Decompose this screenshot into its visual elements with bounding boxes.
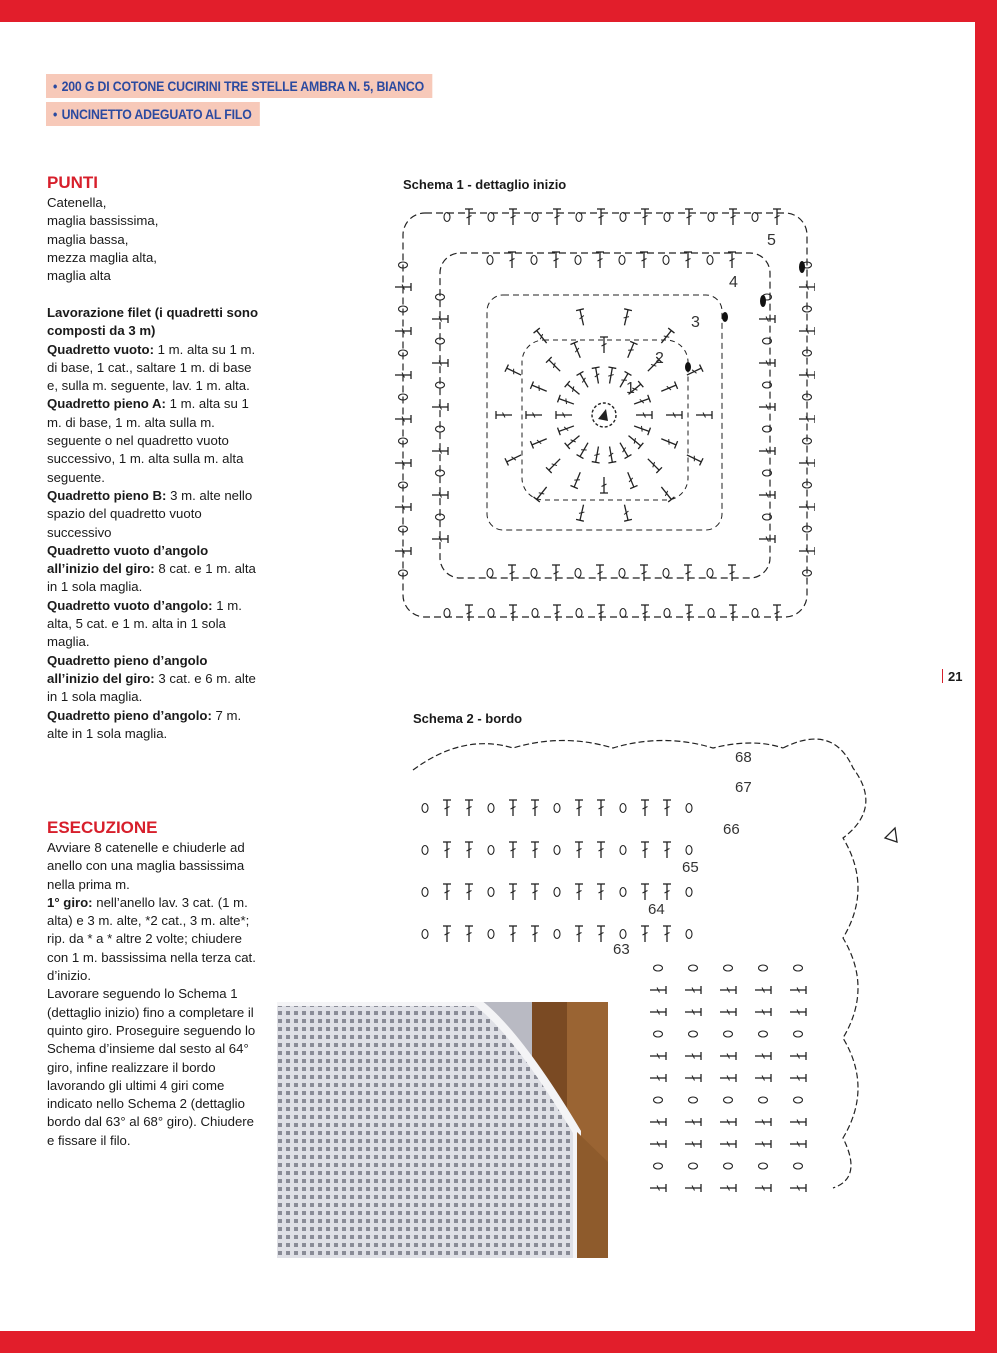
stitch-symbol-treble (720, 1052, 736, 1060)
stitch-symbol-treble (755, 1118, 771, 1126)
page-number: 21 (942, 669, 962, 684)
stitch-symbol-treble (576, 504, 587, 521)
stitch-symbol-treble (443, 926, 451, 942)
stitch-symbol-treble (508, 252, 516, 268)
stitch-symbol-treble (575, 842, 583, 858)
stitch-symbol-chain (620, 804, 626, 813)
stitch-symbol-chain (663, 569, 669, 578)
stitch-symbol-chain (689, 1163, 698, 1169)
page-frame-right (975, 0, 997, 1353)
stitch-symbol-treble (759, 447, 775, 455)
punti-item: mezza maglia alta, (47, 249, 157, 265)
stitch-symbol-chain (576, 609, 582, 618)
stitch-symbol-treble (790, 1008, 806, 1016)
stitch-symbol-treble (641, 800, 649, 816)
stitch-symbol-treble (443, 800, 451, 816)
stitch-symbol-chain (575, 256, 581, 265)
stitch-symbol-chain (654, 965, 663, 971)
stitch-symbol-treble (720, 1008, 736, 1016)
stitch-symbol-treble (650, 986, 666, 994)
stitch-symbol-treble (626, 433, 643, 449)
stitch-symbol-chain (422, 888, 428, 897)
stitch-symbol-chain (619, 569, 625, 578)
page-frame-bottom (0, 1331, 997, 1353)
stitch-symbol-treble (720, 1184, 736, 1192)
stitch-symbol-chain (654, 1163, 663, 1169)
stitch-symbol-treble (685, 209, 693, 225)
schema1-round-label: 3 (691, 314, 700, 331)
stitch-symbol-treble (575, 926, 583, 942)
stitch-symbol-chain (488, 213, 494, 222)
stitch-symbol-treble (685, 1140, 701, 1148)
stitch-symbol-chain (686, 804, 692, 813)
stitch-symbol-chain (707, 569, 713, 578)
stitch-symbol-treble (759, 315, 775, 323)
stitch-symbol-treble (565, 381, 582, 397)
stitch-symbol-treble (443, 884, 451, 900)
stitch-symbol-chain (532, 213, 538, 222)
stitch-symbol-treble (600, 477, 608, 493)
filet-item: Quadretto pieno d’angolo: 7 m. alte in 1 sola maglia. (47, 707, 242, 741)
schema2-round-label: 68 (735, 749, 752, 766)
stitch-symbol-treble (531, 884, 539, 900)
stitch-symbol-treble (465, 884, 473, 900)
stitch-symbol-chain (686, 930, 692, 939)
stitch-symbol-treble (570, 471, 584, 489)
schema1-round-label: 5 (767, 232, 776, 249)
stitch-symbol-treble (728, 252, 736, 268)
stitch-symbol-treble (530, 381, 548, 395)
stitch-symbol-chain (576, 213, 582, 222)
stitch-symbol-chain (759, 1031, 768, 1037)
schema1-round-label: 4 (729, 274, 738, 291)
stitch-symbol-chain (724, 965, 733, 971)
stitch-symbol-chain (444, 609, 450, 618)
stitch-symbol-chain (620, 888, 626, 897)
schema2-round-label: 67 (735, 779, 752, 796)
punti-item: maglia bassissima, (47, 213, 159, 229)
stitch-symbol-chain (794, 1097, 803, 1103)
stitch-symbol-treble (685, 1008, 701, 1016)
stitch-symbol-treble (759, 491, 775, 499)
stitch-symbol-treble (509, 800, 517, 816)
stitch-symbol-treble (685, 605, 693, 621)
stitch-symbol-chain (794, 965, 803, 971)
stitch-symbol-treble (685, 1118, 701, 1126)
stitch-symbol-treble (641, 884, 649, 900)
stitch-symbol-treble (790, 1140, 806, 1148)
stitch-symbol-treble (570, 341, 584, 359)
schema1-round-label: 2 (655, 350, 664, 367)
esecuzione-first-round: 1° giro: nell’anello lav. 3 cat. (1 m. alta) e 3 m. alte, *2 cat., 3 m. alte*; rip. da * a * altre 2 volte; chiudere con 1 m. bassissima nella terza cat. d’inizio. (47, 894, 256, 984)
stitch-symbol-treble (720, 1118, 736, 1126)
stitch-symbol-chain (620, 846, 626, 855)
stitch-symbol-treble (685, 1184, 701, 1192)
stitch-symbol-treble (496, 411, 512, 419)
stitch-symbol-treble (633, 422, 651, 435)
stitch-symbol-treble (576, 309, 587, 326)
stitch-symbol-treble (658, 484, 674, 501)
stitch-symbol-treble (650, 1008, 666, 1016)
stitch-symbol-treble (465, 926, 473, 942)
stitch-symbol-treble (645, 456, 662, 473)
stitch-symbol-treble (729, 605, 737, 621)
stitch-symbol-chain (664, 609, 670, 618)
stitch-symbol-chain (708, 213, 714, 222)
stitch-symbol-treble (546, 357, 563, 374)
stitch-symbol-treble (720, 1140, 736, 1148)
stitch-symbol-treble (558, 422, 576, 435)
stitch-symbol-treble (755, 1052, 771, 1060)
stitch-symbol-treble (663, 800, 671, 816)
stitch-symbol-treble (531, 926, 539, 942)
stitch-symbol-treble (597, 926, 605, 942)
stitch-symbol-treble (790, 1074, 806, 1082)
stitch-symbol-chain (794, 1163, 803, 1169)
stitch-symbol-treble (556, 411, 572, 419)
stitch-symbol-chain (554, 888, 560, 897)
filet-item: Quadretto pieno d’angolo all’inizio del giro: 3 cat. e 6 m. alte in 1 sola maglia. (47, 652, 256, 705)
stitch-symbol-treble (663, 842, 671, 858)
stitch-symbol-treble (684, 252, 692, 268)
stitch-symbol-treble (575, 800, 583, 816)
stitch-symbol-treble (720, 986, 736, 994)
stitch-symbol-treble (465, 605, 473, 621)
stitch-symbol-chain (619, 256, 625, 265)
stitch-symbol-treble (530, 435, 548, 449)
stitch-symbol-treble (650, 1140, 666, 1148)
stitch-symbol-chain (708, 609, 714, 618)
stitch-symbol-treble (773, 209, 781, 225)
stitch-symbol-chain (654, 1031, 663, 1037)
stitch-symbol-treble (509, 605, 517, 621)
stitch-symbol-treble (773, 605, 781, 621)
stitch-symbol-chain (689, 1031, 698, 1037)
stitch-symbol-chain (654, 1097, 663, 1103)
stitch-symbol-treble (685, 1074, 701, 1082)
esecuzione-heading: ESECUZIONE (47, 818, 158, 837)
stitch-symbol-treble (465, 842, 473, 858)
stitch-symbol-treble (509, 884, 517, 900)
stitch-symbol-treble (552, 252, 560, 268)
stitch-symbol-treble (509, 926, 517, 942)
material-tag-yarn: • 200 G DI COTONE CUCIRINI TRE STELLE AMBRA N. 5, BIANCO (46, 74, 432, 98)
stitch-symbol-treble (592, 446, 603, 463)
punti-item: maglia bassa, (47, 231, 129, 247)
stitch-symbol-treble (624, 471, 638, 489)
stitch-symbol-treble (624, 341, 638, 359)
stitch-symbol-chain (488, 804, 494, 813)
stitch-symbol-treble (553, 605, 561, 621)
stitch-symbol-treble (685, 1052, 701, 1060)
esecuzione-text (47, 839, 262, 1150)
stitch-symbol-treble (596, 252, 604, 268)
stitch-symbol-treble (621, 309, 632, 326)
stitch-symbol-treble (577, 371, 592, 389)
stitch-symbol-treble (443, 842, 451, 858)
stitch-symbol-chain (444, 213, 450, 222)
stitch-symbol-treble (592, 367, 603, 384)
stitch-symbol-chain (724, 1163, 733, 1169)
stitch-symbol-chain (487, 569, 493, 578)
stitch-symbol-treble (597, 605, 605, 621)
stitch-symbol-chain (488, 930, 494, 939)
stitch-symbol-chain (689, 965, 698, 971)
stitch-symbol-treble (759, 403, 775, 411)
crochet-photo (277, 1002, 608, 1258)
stitch-symbol-chain (759, 1097, 768, 1103)
stitch-symbol-treble (597, 842, 605, 858)
filet-item: Quadretto vuoto d’angolo: 1 m. alta, 5 cat. e 1 m. alta in 1 sola maglia. (47, 597, 242, 650)
schema2-round-label: 66 (723, 821, 740, 838)
stitch-symbol-chain (620, 609, 626, 618)
stitch-symbol-chain (488, 888, 494, 897)
esecuzione-intro: Avviare 8 catenelle e chiuderle ad anello con una maglia bassissima nella prima m. (47, 840, 245, 892)
stitch-symbol-treble (650, 1074, 666, 1082)
stitch-symbol-chain (488, 846, 494, 855)
stitch-symbol-treble (755, 1074, 771, 1082)
stitch-symbol-treble (597, 884, 605, 900)
stitch-symbol-treble (617, 441, 632, 459)
material-tag-hook: • UNCINETTO ADEGUATO AL FILO (46, 102, 260, 126)
stitch-symbol-treble (790, 1052, 806, 1060)
stitch-symbol-treble (755, 986, 771, 994)
stitch-symbol-treble (505, 451, 523, 465)
stitch-symbol-treble (640, 252, 648, 268)
stitch-symbol-treble (606, 446, 617, 463)
stitch-symbol-treble (663, 884, 671, 900)
stitch-symbol-treble (534, 484, 550, 501)
punti-item: Catenella, (47, 195, 107, 210)
stitch-symbol-chain (422, 846, 428, 855)
schema1-round-label: 1 (626, 380, 635, 397)
stitch-symbol-treble (729, 209, 737, 225)
stitch-symbol-chain (689, 1097, 698, 1103)
stitch-symbol-treble (633, 395, 651, 408)
stitch-symbol-treble (755, 1008, 771, 1016)
stitch-symbol-treble (666, 411, 682, 419)
stitch-symbol-chain (620, 213, 626, 222)
stitch-symbol-treble (546, 456, 563, 473)
stitch-symbol-treble (575, 884, 583, 900)
stitch-symbol-treble (531, 800, 539, 816)
filet-section (47, 304, 262, 743)
stitch-symbol-chain (686, 846, 692, 855)
stitch-symbol-chain (794, 1031, 803, 1037)
page-frame-top (0, 0, 997, 22)
stitch-symbol-treble (509, 209, 517, 225)
stitch-symbol-chain (664, 213, 670, 222)
stitch-symbol-treble (790, 1118, 806, 1126)
stitch-symbol-chain (532, 609, 538, 618)
stitch-symbol-treble (636, 411, 652, 419)
filet-item: Quadretto pieno B: 3 m. alte nello spazio del quadretto vuoto successivo (47, 487, 253, 540)
stitch-symbol-chain (663, 256, 669, 265)
schema1-title: Schema 1 - dettaglio inizio (403, 177, 567, 192)
stitch-symbol-chain (620, 930, 626, 939)
stitch-symbol-treble (509, 842, 517, 858)
stitch-symbol-treble (650, 1118, 666, 1126)
stitch-symbol-treble (755, 1140, 771, 1148)
stitch-symbol-treble (597, 209, 605, 225)
stitch-symbol-chain (554, 804, 560, 813)
stitch-symbol-chain (759, 965, 768, 971)
stitch-symbol-treble (526, 411, 542, 419)
stitch-symbol-treble (621, 504, 632, 521)
stitch-symbol-chain (422, 930, 428, 939)
stitch-symbol-treble (641, 209, 649, 225)
stitch-symbol-chain (724, 1031, 733, 1037)
stitch-symbol-treble (597, 800, 605, 816)
stitch-symbol-treble (696, 411, 712, 419)
stitch-symbol-treble (565, 433, 582, 449)
stitch-symbol-treble (641, 605, 649, 621)
filet-item: Quadretto pieno A: 1 m. alta su 1 m. di base, 1 m. alta sulla m. seguente o nel quadretto vuoto successivo, 1 m. alta sulla m. alta seguente. (47, 396, 249, 485)
stitch-symbol-chain (487, 256, 493, 265)
stitch-symbol-chain (759, 1163, 768, 1169)
filet-heading: Lavorazione filet (i quadretti sono composti da 3 m) (47, 305, 259, 339)
stitch-symbol-treble (606, 367, 617, 384)
stitch-symbol-treble (531, 842, 539, 858)
stitch-symbol-chain (707, 256, 713, 265)
filet-item: Quadretto vuoto d’angolo all’inizio del giro: 8 cat. e 1 m. alta in 1 sola maglia. (47, 542, 256, 595)
stitch-symbol-treble (759, 359, 775, 367)
stitch-symbol-treble (641, 842, 649, 858)
stitch-symbol-treble (660, 435, 678, 449)
stitch-symbol-treble (790, 986, 806, 994)
stitch-symbol-treble (558, 395, 576, 408)
stitch-symbol-chain (575, 569, 581, 578)
stitch-symbol-chain (531, 256, 537, 265)
schema2-round-label: 64 (648, 901, 665, 918)
esecuzione-rest: Lavorare seguendo lo Schema 1 (dettaglio inizio) fino a completare il quinto giro. Proseguire seguendo lo Schema d’insieme dal sesto al 64° giro, infine realizzare il bordo lavorando gli ultimi 4 giri come indicato nello Schema 2 (dettaglio bordo dal 63° al 68° giro). Chiudere e fissare il filo. (47, 986, 256, 1148)
stitch-symbol-treble (465, 800, 473, 816)
stitch-symbol-treble (641, 926, 649, 942)
stitch-symbol-treble (650, 1052, 666, 1060)
stitch-symbol-chain (488, 609, 494, 618)
schema2-round-label: 65 (682, 859, 699, 876)
stitch-symbol-treble (577, 441, 592, 459)
schema2-round-label: 63 (613, 941, 630, 958)
stitch-symbol-treble (465, 209, 473, 225)
stitch-symbol-treble (553, 209, 561, 225)
stitch-symbol-chain (531, 569, 537, 578)
stitch-symbol-treble (660, 381, 678, 395)
punti-heading: PUNTI (47, 173, 98, 192)
stitch-symbol-treble (534, 328, 550, 345)
stitch-symbol-treble (600, 337, 608, 353)
punti-item: maglia alta (47, 268, 111, 284)
stitch-symbol-treble (650, 1184, 666, 1192)
stitch-symbol-treble (663, 926, 671, 942)
stitch-symbol-treble (755, 1184, 771, 1192)
stitch-symbol-chain (752, 609, 758, 618)
stitch-symbol-treble (685, 986, 701, 994)
stitch-symbol-chain (554, 930, 560, 939)
punti-list (47, 194, 262, 285)
stitch-symbol-chain (554, 846, 560, 855)
filet-item: Quadretto vuoto: 1 m. alta su 1 m. di base, 1 cat., saltare 1 m. di base e, sulla m. seguente, lav. 1 m. alta. (47, 341, 256, 394)
stitch-symbol-chain (422, 804, 428, 813)
stitch-symbol-chain (686, 888, 692, 897)
schema1-diagram (395, 205, 815, 625)
schema2-title: Schema 2 - bordo (413, 711, 523, 726)
stitch-symbol-chain (724, 1097, 733, 1103)
stitch-symbol-treble (790, 1184, 806, 1192)
stitch-symbol-treble (505, 365, 523, 379)
stitch-symbol-treble (759, 535, 775, 543)
stitch-symbol-chain (752, 213, 758, 222)
stitch-symbol-treble (658, 328, 674, 345)
stitch-symbol-treble (720, 1074, 736, 1082)
